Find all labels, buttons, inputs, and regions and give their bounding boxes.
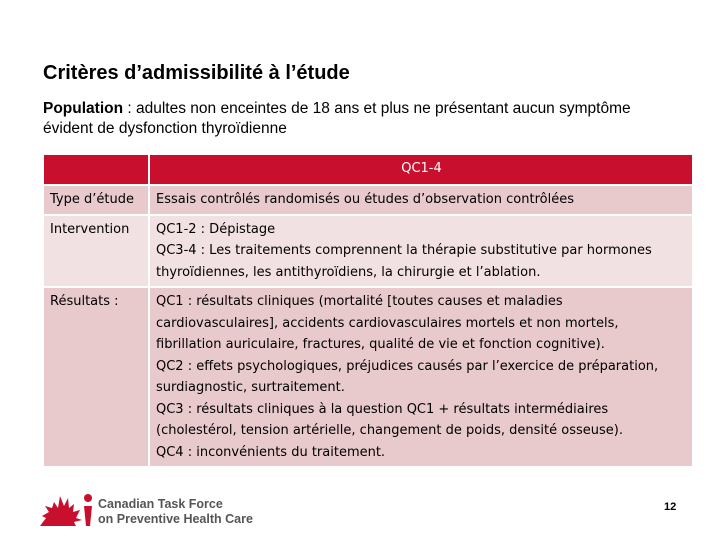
row-label: Résultats : bbox=[44, 288, 148, 466]
row-line: QC3-4 : Les traitements comprennent la thérapie substitutive par hormones thyroïdiennes, les antithyroïdiens, la chirurgie et l’ablation. bbox=[156, 243, 652, 280]
row-content bbox=[150, 216, 692, 287]
organization-name bbox=[98, 497, 253, 527]
header-qc-label: QC1-4 bbox=[150, 155, 692, 184]
table-header-row bbox=[44, 155, 692, 184]
population-label: Population bbox=[43, 100, 124, 117]
slide-title: Critères d’admissibilité à l’étude bbox=[43, 62, 350, 84]
row-line: QC1-2 : Dépistage bbox=[156, 221, 276, 237]
row-line: Essais contrôlés randomisés ou études d’observation contrôlées bbox=[156, 192, 574, 207]
maple-leaf-figure-icon bbox=[36, 488, 94, 528]
row-label: Type d’étude bbox=[44, 186, 148, 214]
table-row-study-type bbox=[44, 186, 692, 214]
table-row-results bbox=[44, 288, 692, 466]
row-line: QC4 : inconvénients du traitement. bbox=[156, 444, 386, 460]
header-empty-cell bbox=[44, 155, 148, 184]
organization-name-line: on Preventive Health Care bbox=[98, 512, 253, 526]
row-content bbox=[150, 186, 692, 214]
page-number: 12 bbox=[664, 501, 677, 513]
organization-name-line: Canadian Task Force bbox=[98, 497, 223, 511]
row-line: QC1 : résultats cliniques (mortalité [toutes causes et maladies cardiovasculaires], accidents cardiovasculaires mortels et non mortels, fibrillation auriculaire, fractures, qualité de vie et fonction cognitive). bbox=[156, 294, 619, 352]
criteria-table bbox=[42, 153, 694, 468]
top-rule bbox=[0, 0, 720, 6]
population-statement bbox=[43, 99, 683, 139]
row-line: QC3 : résultats cliniques à la question QC1 + résultats intermédiaires (cholestérol, tension artérielle, changement de poids, densité osseuse). bbox=[156, 401, 623, 438]
row-content bbox=[150, 288, 692, 466]
table-row-intervention bbox=[44, 216, 692, 287]
population-text: : adultes non enceintes de 18 ans et plus ne présentant aucun symptôme évident de dysfonction thyroïdienne bbox=[43, 100, 631, 137]
row-label: Intervention bbox=[44, 216, 148, 287]
row-line: QC2 : effets psychologiques, préjudices causés par l’exercice de préparation, surdiagnostic, surtraitement. bbox=[156, 358, 659, 395]
